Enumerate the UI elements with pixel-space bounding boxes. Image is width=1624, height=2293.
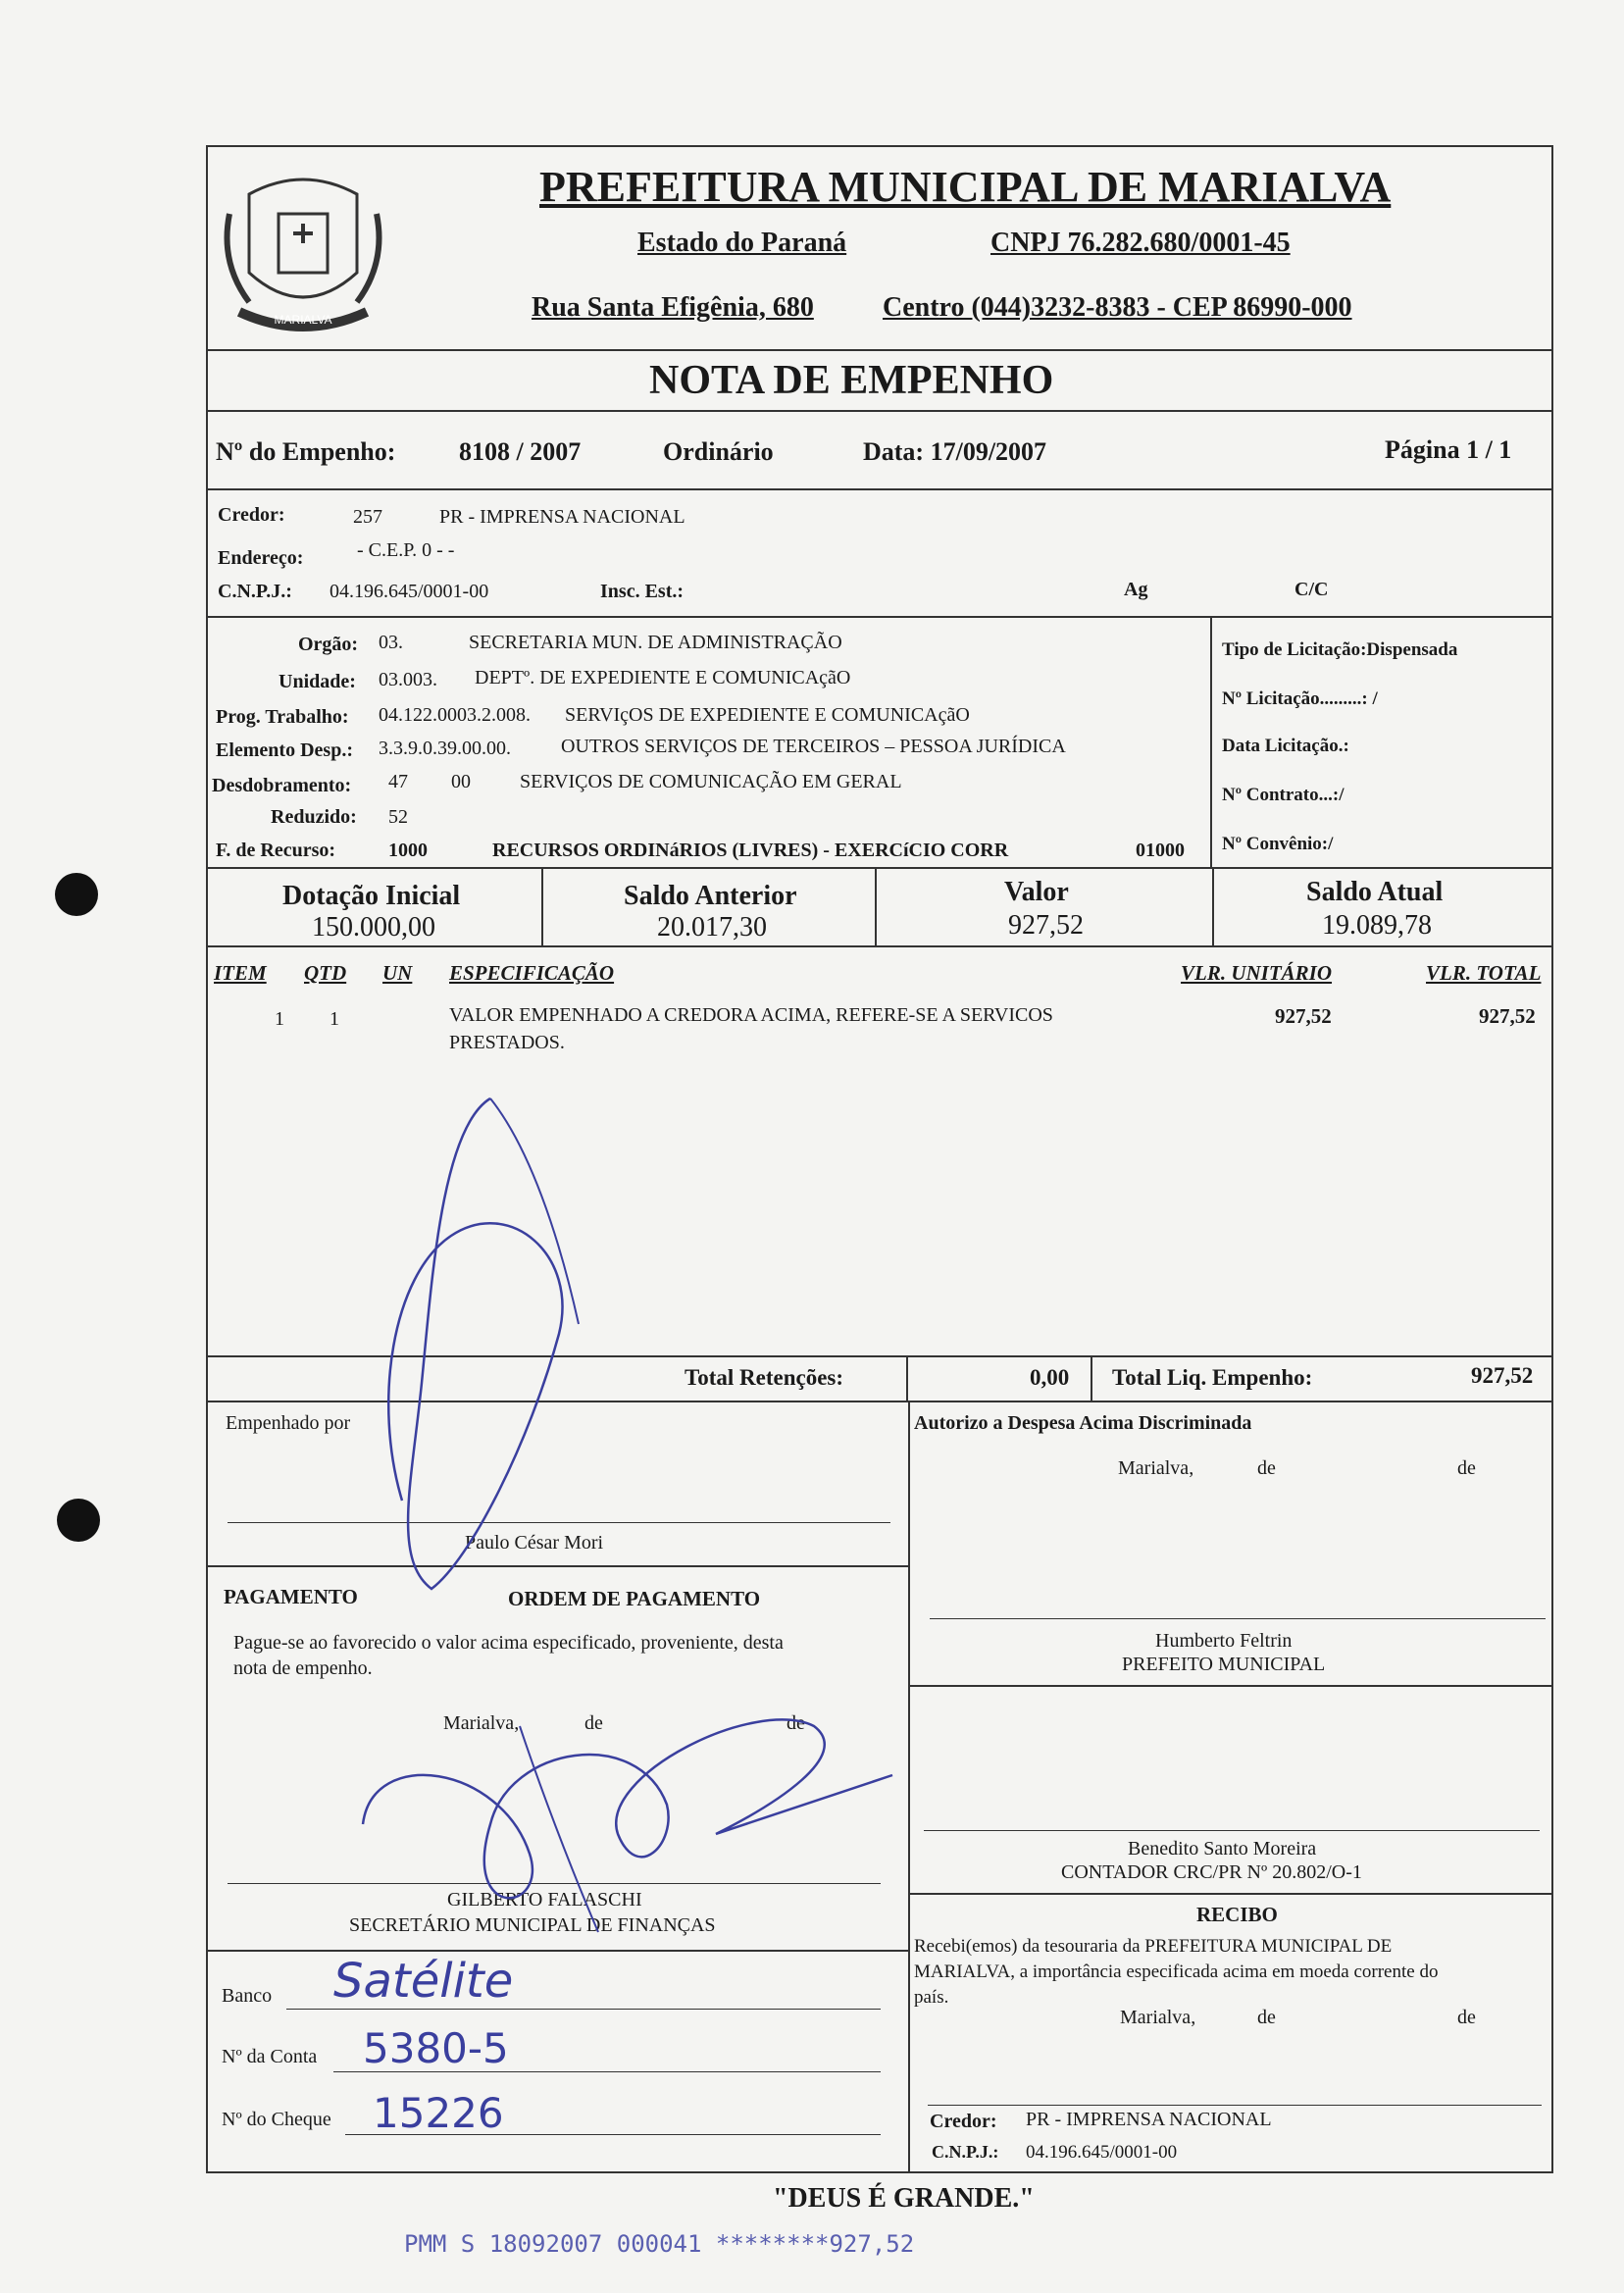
punch-hole-top	[55, 873, 98, 916]
endereco-value: - C.E.P. 0 - -	[357, 539, 455, 561]
col-item: ITEM	[214, 961, 267, 985]
unidade-code: 03.003.	[379, 669, 437, 690]
pagamento-de2: de	[787, 1712, 805, 1734]
empenho-date: Data: 17/09/2007	[863, 437, 1047, 466]
cashier-stamp: PMM S 18092007 000041 ********927,52	[404, 2230, 915, 2258]
prefeito-nome: Humberto Feltrin	[1155, 1630, 1293, 1652]
desdobramento-sub: 00	[451, 771, 471, 792]
cnpj-value: 04.196.645/0001-00	[330, 581, 489, 602]
reduzido-value: 52	[388, 806, 408, 828]
signature-scribble-2-icon	[343, 1687, 912, 1942]
recibo-local: Marialva,	[1120, 2007, 1196, 2028]
retencoes-label: Total Retenções:	[685, 1365, 844, 1390]
pagamento-local: Marialva,	[443, 1712, 520, 1734]
dotacao-label: Dotação Inicial	[282, 881, 461, 911]
liq-value: 927,52	[1471, 1363, 1534, 1388]
item-vlr-unit: 927,52	[1275, 1004, 1332, 1028]
elemento-label: Elemento Desp.:	[216, 739, 353, 761]
col-un: UN	[382, 961, 413, 985]
saldo-atual-value: 19.089,78	[1322, 910, 1432, 941]
orgao-desc: SECRETARIA MUN. DE ADMINISTRAÇÃO	[469, 632, 842, 653]
col-qtd: QTD	[304, 961, 347, 985]
elemento-desc: OUTROS SERVIÇOS DE TERCEIROS – PESSOA JURÍDICA	[561, 736, 1066, 757]
item-espec-line1: VALOR EMPENHADO A CREDORA ACIMA, REFERE-SE A SERVICOS	[449, 1004, 1053, 1026]
page-number: Página 1 / 1	[1385, 435, 1512, 464]
municipal-crest-icon	[210, 155, 396, 351]
doc-title: NOTA DE EMPENHO	[649, 358, 1054, 403]
empenhado-nome: Paulo César Mori	[465, 1532, 604, 1554]
orgao-code: 03.	[379, 632, 403, 653]
reduzido-label: Reduzido:	[271, 806, 357, 828]
item-vlr-total: 927,52	[1479, 1004, 1536, 1028]
recibo-texto-l2: MARIALVA, a importância especificada acima em moeda corrente do	[914, 1962, 1439, 1982]
insc-label: Insc. Est.:	[600, 581, 685, 602]
recibo-cnpj-label: C.N.P.J.:	[932, 2142, 999, 2162]
unidade-desc: DEPTº. DE EXPEDIENTE E COMUNICAçãO	[475, 667, 851, 688]
col-vlr-unitario: VLR. UNITÁRIO	[1181, 961, 1333, 985]
prog-desc: SERVIçOS DE EXPEDIENTE E COMUNICAçãO	[565, 704, 970, 726]
saldo-anterior-label: Saldo Anterior	[624, 881, 797, 911]
header-cnpj: CNPJ 76.282.680/0001-45	[990, 228, 1291, 258]
licitacao-contrato: Nº Contrato...:/	[1222, 785, 1345, 805]
desdobramento-desc: SERVIÇOS DE COMUNICAÇÃO EM GERAL	[520, 771, 902, 792]
saldo-atual-label: Saldo Atual	[1306, 877, 1444, 907]
pagamento-de1: de	[584, 1712, 603, 1734]
credor-label: Credor:	[218, 504, 285, 526]
licitacao-numero: Nº Licitação.........: /	[1222, 688, 1378, 709]
recibo-credor-label: Credor:	[930, 2111, 997, 2132]
footer-motto: "DEUS É GRANDE."	[773, 2183, 1035, 2214]
credor-code: 257	[353, 506, 382, 528]
conta-handwritten: 5380-5	[363, 2024, 509, 2072]
cnpj-label: C.N.P.J.:	[218, 581, 292, 602]
empenhado-label: Empenhado por	[226, 1412, 351, 1434]
punch-hole-bottom	[57, 1499, 100, 1542]
autorizo-de1: de	[1257, 1457, 1276, 1479]
recurso-label: F. de Recurso:	[216, 840, 336, 861]
empenho-number: 8108 / 2007	[459, 437, 582, 466]
secretario-cargo: SECRETÁRIO MUNICIPAL DE FINANÇAS	[349, 1914, 716, 1936]
autorizo-de2: de	[1457, 1457, 1476, 1479]
desdobramento-label: Desdobramento:	[212, 775, 352, 796]
desdobramento-code: 47	[388, 771, 408, 792]
empenho-type: Ordinário	[663, 437, 774, 466]
credor-name: PR - IMPRENSA NACIONAL	[439, 506, 685, 528]
empenho-number-label: Nº do Empenho:	[216, 437, 396, 466]
recibo-texto-l1: Recebi(emos) da tesouraria da PREFEITURA MUNICIPAL DE	[914, 1936, 1393, 1957]
cheque-label: Nº do Cheque	[222, 2109, 331, 2130]
ordem-pagamento-label: ORDEM DE PAGAMENTO	[508, 1587, 761, 1610]
item-qtd: 1	[330, 1008, 339, 1030]
unidade-label: Unidade:	[279, 671, 356, 692]
elemento-code: 3.3.9.0.39.00.00.	[379, 738, 511, 759]
orgao-label: Orgão:	[298, 634, 359, 655]
autorizo-local: Marialva,	[1118, 1457, 1194, 1479]
saldo-anterior-value: 20.017,30	[657, 912, 767, 943]
licitacao-tipo: Tipo de Licitação:Dispensada	[1222, 639, 1458, 660]
header-title: PREFEITURA MUNICIPAL DE MARIALVA	[539, 163, 1392, 211]
cc-label: C/C	[1294, 579, 1329, 600]
recurso-code: 1000	[388, 840, 428, 861]
liq-label: Total Liq. Empenho:	[1112, 1365, 1313, 1390]
header-estado: Estado do Paraná	[637, 228, 847, 258]
pagamento-label: PAGAMENTO	[224, 1585, 358, 1608]
recibo-de1: de	[1257, 2007, 1276, 2028]
signature-scribble-icon	[333, 1089, 588, 1599]
contador-cargo: CONTADOR CRC/PR Nº 20.802/O-1	[1061, 1861, 1362, 1883]
recibo-title: RECIBO	[1196, 1903, 1278, 1926]
item-espec-line2: PRESTADOS.	[449, 1032, 565, 1053]
endereco-label: Endereço:	[218, 547, 304, 569]
retencoes-value: 0,00	[1030, 1365, 1070, 1390]
prog-label: Prog. Trabalho:	[216, 706, 349, 728]
recibo-de2: de	[1457, 2007, 1476, 2028]
recibo-credor: PR - IMPRENSA NACIONAL	[1026, 2109, 1272, 2130]
crest-label: MARIALVA	[274, 313, 332, 327]
recurso-number: 01000	[1136, 840, 1185, 861]
col-especificacao: ESPECIFICAÇÃO	[449, 961, 615, 985]
secretario-nome: GILBERTO FALASCHI	[447, 1889, 642, 1911]
recurso-desc: RECURSOS ORDINáRIOS (LIVRES) - EXERCíCIO CORR	[492, 840, 1009, 861]
prog-code: 04.122.0003.2.008.	[379, 704, 531, 726]
header-centro: Centro (044)3232-8383 - CEP 86990-000	[883, 292, 1352, 323]
licitacao-data: Data Licitação.:	[1222, 736, 1349, 756]
cheque-handwritten: 15226	[373, 2089, 504, 2137]
licitacao-convenio: Nº Convênio:/	[1222, 834, 1334, 854]
item-number: 1	[275, 1008, 284, 1030]
prefeito-cargo: PREFEITO MUNICIPAL	[1122, 1654, 1326, 1675]
valor-value: 927,52	[1008, 910, 1084, 941]
dotacao-value: 150.000,00	[312, 912, 435, 943]
recibo-cnpj: 04.196.645/0001-00	[1026, 2142, 1178, 2163]
ag-label: Ag	[1124, 579, 1148, 600]
pagamento-texto-l2: nota de empenho.	[233, 1657, 373, 1679]
recibo-texto-l3: país.	[914, 1987, 949, 2008]
autorizo-label: Autorizo a Despesa Acima Discriminada	[914, 1412, 1252, 1434]
banco-label: Banco	[222, 1985, 273, 2007]
banco-handwritten: Satélite	[333, 1954, 514, 2009]
col-vlr-total: VLR. TOTAL	[1426, 961, 1542, 985]
header-endereco: Rua Santa Efigênia, 680	[532, 292, 814, 323]
pagamento-texto-l1: Pague-se ao favorecido o valor acima especificado, proveniente, desta	[233, 1632, 784, 1654]
valor-label: Valor	[1004, 877, 1069, 907]
contador-nome: Benedito Santo Moreira	[1128, 1838, 1317, 1860]
conta-label: Nº da Conta	[222, 2046, 318, 2067]
